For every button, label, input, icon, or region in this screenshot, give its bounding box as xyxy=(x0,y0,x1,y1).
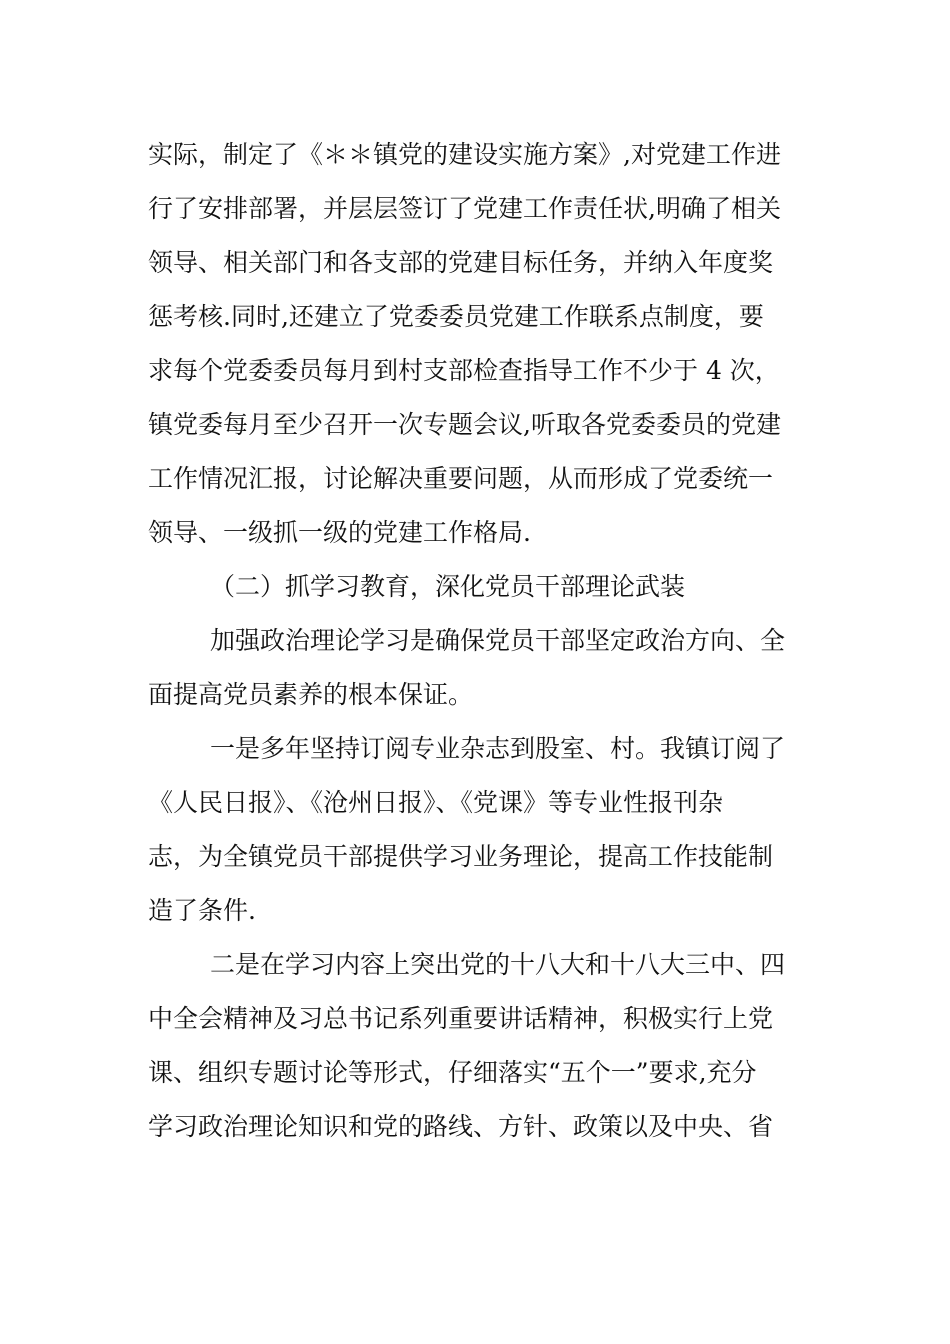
text-line: 中全会精神及习总书记系列重要讲话精神，积极实行上党 xyxy=(148,1004,774,1033)
text-line: 课、组织专题讨论等形式，仔细落实“五个一”要求,充分 xyxy=(148,1058,757,1087)
text-line: 镇党委每月至少召开一次专题会议,听取各党委委员的党建 xyxy=(148,410,781,439)
text-line: 《人民日报》、《沧州日报》、《党课》等专业性报刊杂 xyxy=(148,788,724,817)
text-line: 志，为全镇党员干部提供学习业务理论，提高工作技能制 xyxy=(148,842,774,871)
text-line: 二是在学习内容上突出党的十八大和十八大三中、四 xyxy=(210,950,786,979)
text-line: 惩考核.同时,还建立了党委委员党建工作联系点制度，要 xyxy=(148,302,764,331)
text-line: 求每个党委委员每月到村支部检查指导工作不少于 4 次， xyxy=(148,356,780,385)
text-line: 领导、相关部门和各支部的党建目标任务，并纳入年度奖 xyxy=(148,248,774,277)
text-line: 一是多年坚持订阅专业杂志到股室、村。我镇订阅了 xyxy=(210,734,786,763)
text-line: 学习政治理论知识和党的路线、方针、政策以及中央、省 xyxy=(148,1112,774,1141)
text-line: 面提高党员素养的根本保证。 xyxy=(148,680,474,709)
text-line: 实际，制定了《＊＊镇党的建设实施方案》,对党建工作进 xyxy=(148,140,781,169)
text-line: 领导、一级抓一级的党建工作格局. xyxy=(148,518,531,547)
text-line: 工作情况汇报，讨论解决重要问题，从而形成了党委统一 xyxy=(148,464,774,493)
text-line: 行了安排部署，并层层签订了党建工作责任状,明确了相关 xyxy=(148,194,781,223)
text-line: 加强政治理论学习是确保党员干部坚定政治方向、全 xyxy=(210,626,786,655)
text-line: （二）抓学习教育，深化党员干部理论武装 xyxy=(210,572,686,601)
body-text xyxy=(148,128,808,1154)
text-line: 造了条件. xyxy=(148,896,256,925)
